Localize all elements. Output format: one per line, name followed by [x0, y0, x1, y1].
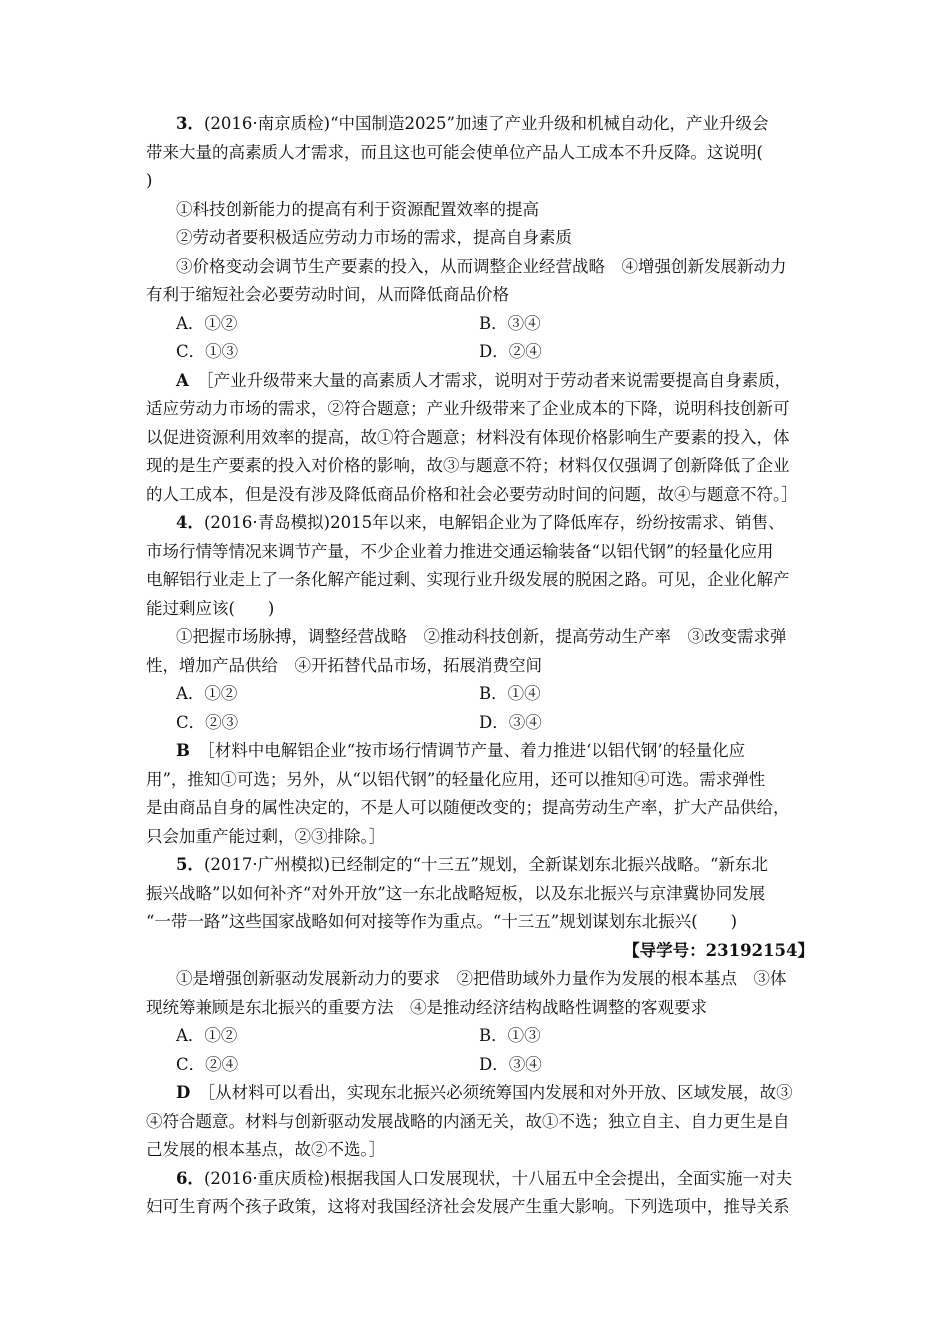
option-d: D．③④ [479, 712, 542, 732]
option-row [146, 1051, 814, 1080]
question-stem-line: 5．(2017·广州模拟)已经制定的“十三五”规划，全新谋划东北振兴战略。“新东北 [176, 855, 768, 874]
option-a: A．①② [176, 1026, 238, 1045]
answer-line: D ［从材料可以看出，实现东北振兴必须统筹国内发展和对外开放、区域发展，故③ [176, 1083, 793, 1102]
option-b: B．①③ [479, 1026, 541, 1045]
option-b: B．③④ [479, 313, 541, 333]
answer-line: 现的是生产要素的投入对价格的影响，故③与题意不符；材料仅仅强调了创新降低了企业 [146, 456, 790, 475]
statement-item: ①科技创新能力的提高有利于资源配置效率的提高 [176, 199, 539, 219]
option-a: A．①② [176, 313, 238, 333]
answer-line: B ［材料中电解铝企业“按市场行情调节产量、着力推进‘以铝代钢’的轻量化应 [176, 741, 746, 760]
statement-item: 性，增加产品供给 ④开拓替代品市场，拓展消费空间 [146, 655, 542, 675]
statement-item: ③价格变动会调节生产要素的投入，从而调整企业经营战略 ④增强创新发展新动力 [176, 256, 787, 276]
option-row [146, 709, 814, 738]
question-stem-line: 电解铝行业走上了一条化解产能过剩、实现行业升级发展的脱困之路。可见，企业化解产 [146, 570, 790, 589]
answer-line: 只会加重产能过剩，②③排除。］ [146, 826, 386, 846]
question-stem-line: 市场行情等情况来调节产量，不少企业着力推进交通运输装备“以铝代钢”的轻量化应用 [146, 541, 774, 561]
answer-line: A ［产业升级带来大量的高素质人才需求，说明对于劳动者来说需要提高自身素质， [176, 370, 792, 390]
answer-letter: D [176, 1083, 191, 1102]
statement-item: ①是增强创新驱动发展新动力的要求 ②把借助域外力量作为发展的根本基点 ③体 [176, 969, 787, 988]
answer-line: 用”，推知①可选；另外，从“以铝代钢”的轻量化应用，还可以推知④可选。需求弹性 [146, 769, 766, 789]
question-4 [146, 509, 814, 851]
option-row [146, 680, 814, 709]
question-number: 6． [176, 1168, 204, 1188]
question-3 [146, 110, 814, 509]
question-5 [146, 851, 814, 1165]
question-stem-line: 6．(2016·重庆质检)根据我国人口发展现状，十八届五中全会提出，全面实施一对夫 [176, 1168, 793, 1188]
question-stem-line: 4．(2016·青岛模拟)2015年以来，电解铝企业为了降低库存，纷纷按需求、销售、 [176, 513, 785, 532]
document-page [146, 110, 814, 1222]
question-number: 4． [176, 513, 204, 532]
option-d: D．③④ [479, 1054, 542, 1074]
answer-letter: B [176, 741, 190, 760]
answer-line: 的人工成本，但是没有涉及降低商品价格和社会必要劳动时间的问题，故④与题意不符。］ [146, 484, 798, 504]
question-stem-line: 带来大量的高素质人才需求，而且这也可能会使单位产品人工成本不升反降。这说明( [146, 142, 763, 162]
question-stem-line: 振兴战略”以如何补齐“对外开放”这一东北战略短板，以及东北振兴与京津冀协同发展 [146, 883, 766, 903]
question-stem-line: 妇可生育两个孩子政策，这将对我国经济社会发展产生重大影响。下列选项中，推导关系 [146, 1197, 790, 1216]
answer-line: 己发展的根本基点，故②不选。］ [146, 1140, 386, 1159]
option-row [146, 310, 814, 339]
option-row [146, 338, 814, 367]
question-stem-line: “一带一路”这些国家战略如何对接等作为重点。“十三五”规划谋划东北振兴( ) [146, 912, 738, 931]
answer-letter: A [176, 370, 189, 390]
option-a: A．①② [176, 684, 238, 703]
answer-line: 以促进资源利用效率的提高，故①符合题意；材料没有体现价格影响生产要素的投入，体 [146, 427, 790, 447]
question-6 [146, 1165, 814, 1222]
question-stem-line: ) [146, 171, 153, 190]
statement-item: 有利于缩短社会必要劳动时间，从而降低商品价格 [146, 285, 509, 304]
question-stem-line: 3．(2016·南京质检)“中国制造2025”加速了产业升级和机械自动化，产业升级会 [176, 114, 769, 133]
answer-line: 是由商品自身的属性决定的，不是人可以随便改变的；提高劳动生产率，扩大产品供给， [146, 798, 790, 817]
question-number: 3． [176, 114, 204, 133]
option-b: B．①④ [479, 684, 541, 703]
guide-number: 【导学号：23192154】 [623, 940, 814, 960]
option-row [146, 1022, 814, 1051]
question-stem-line: 能过剩应该( ) [146, 598, 275, 618]
answer-line: ④符合题意。材料与创新驱动发展战略的内涵无关，故①不选；独立自主、自力更生是自 [146, 1111, 790, 1131]
answer-line: 适应劳动力市场的需求，②符合题意；产业升级带来了企业成本的下降，说明科技创新可 [146, 399, 790, 418]
option-c: C．②④ [176, 1054, 239, 1074]
statement-item: ①把握市场脉搏，调整经营战略 ②推动科技创新，提高劳动生产率 ③改变需求弹 [176, 627, 787, 646]
statement-item: 现统筹兼顾是东北振兴的重要方法 ④是推动经济结构战略性调整的客观要求 [146, 997, 707, 1017]
option-d: D．②④ [479, 342, 542, 361]
option-c: C．②③ [176, 712, 239, 732]
option-c: C．①③ [176, 342, 239, 361]
question-number: 5． [176, 855, 204, 874]
statement-item: ②劳动者要积极适应劳动力市场的需求，提高自身素质 [176, 228, 572, 247]
